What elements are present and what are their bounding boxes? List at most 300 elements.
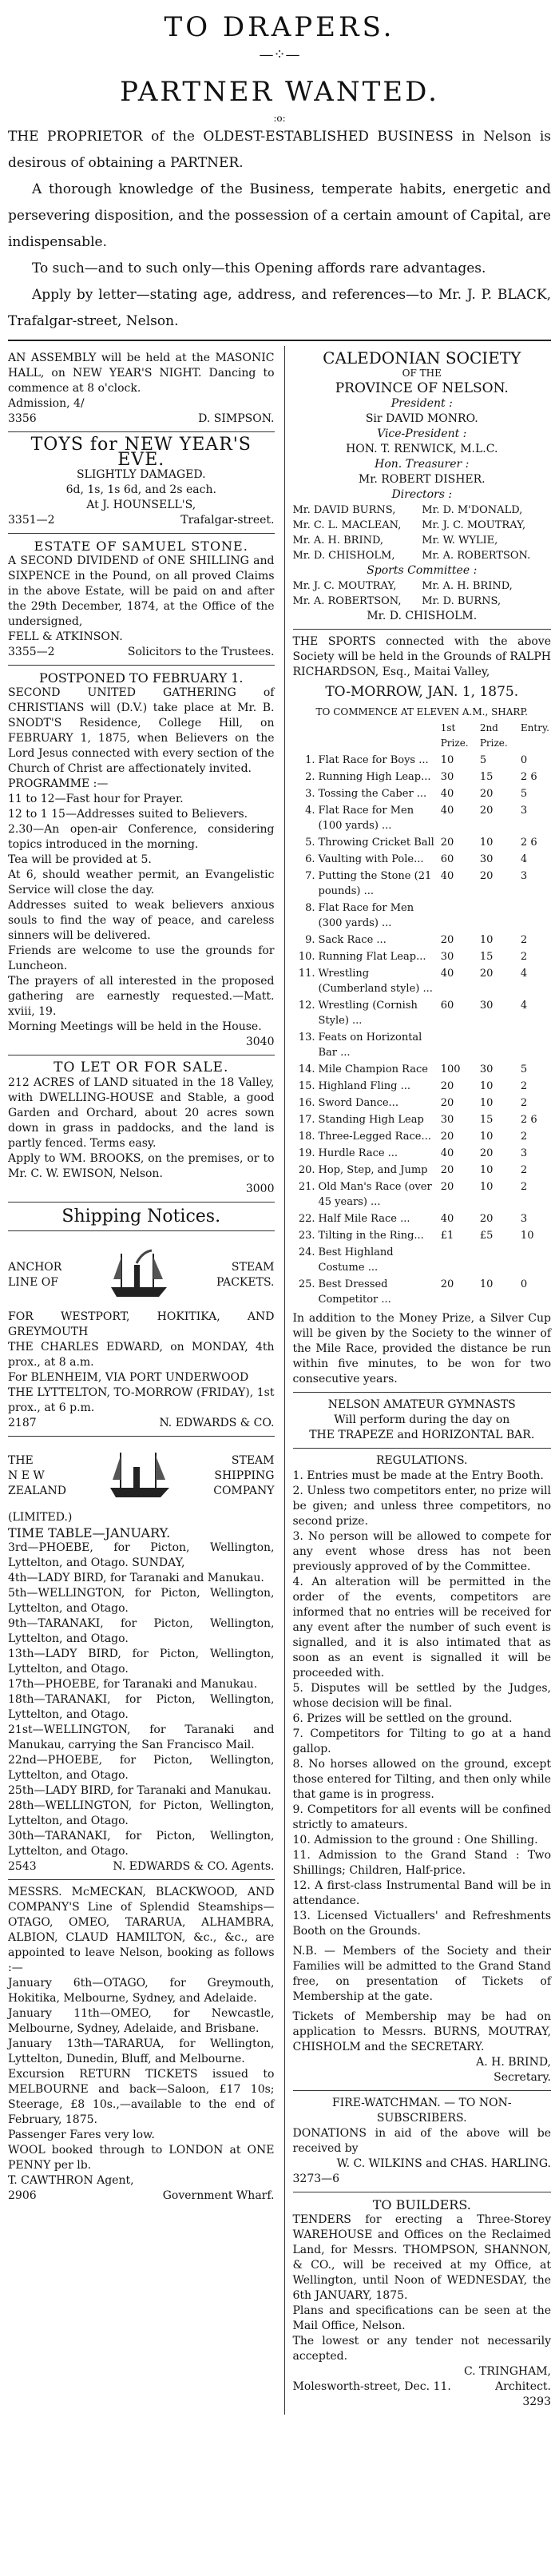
prize-value: 4 (520, 853, 528, 865)
programme-item: 12 to 1 15—Addresses suited to Believers. (8, 808, 248, 821)
prize-value: 10 (479, 1080, 494, 1092)
prize-value: 20 (440, 1080, 454, 1092)
ad-title: TO DRAPERS. (164, 11, 395, 43)
ad-text: 212 ACRES of LAND situated in the 18 Valley, with DWELLING-HOUSE and Stable, a good Garden and Orchard, about 20 acres sown down in grass in paddocks, and the land is partly fenced. Terms easy. (8, 1076, 275, 1150)
prize-value: 20 (479, 870, 494, 882)
event-name: Tossing the Caber ... (318, 788, 427, 800)
prize-value: 30 (440, 951, 454, 963)
ad-text: COMPANY (213, 1484, 275, 1497)
event-number: 19. (298, 1147, 315, 1159)
regulation-item: 13. Licensed Victuallers' and Refreshments Booth on the Grounds. (292, 1910, 551, 1938)
director: Mr. W. WYLIE, (422, 535, 498, 547)
prize-value: 2 6 (520, 1114, 537, 1126)
prize-value (478, 1029, 519, 1061)
event-number: 22. (298, 1213, 315, 1225)
table-row (293, 1111, 552, 1128)
prize-value: 20 (440, 1097, 454, 1109)
member: Mr. D. CHISHOLM. (367, 610, 478, 622)
prize-value: £5 (479, 1230, 494, 1242)
prize-value: 2 (520, 951, 528, 963)
event-name: Old Man's Race (over 45 years) ... (318, 1181, 432, 1208)
list-item: 5th—WELLINGTON, for Picton, Wellington, Lyttelton, and Otago. (8, 1587, 275, 1615)
director: Mr. DAVID BURNS, (292, 504, 396, 516)
ad-title: POSTPONED TO FEBRUARY 1. (39, 670, 244, 686)
ad-text: Architect. (495, 2380, 551, 2393)
list-item: 30th—TARANAKI, for Picton, Wellington, Lyttelton, and Otago. (8, 1830, 275, 1858)
prize-value: 2 (520, 1181, 528, 1193)
ship-header (8, 1448, 275, 1504)
event-name: Half Mile Race ... (318, 1213, 410, 1225)
prize-value: 2 (520, 1080, 528, 1092)
ad-text: In addition to the Money Prize, a Silver Cup will be given by the Society to the winner of the Mile Race, provided the distance be run within five minutes, to be won for two consecutive years. (292, 1312, 551, 1385)
prize-value: 40 (440, 870, 454, 882)
event-name: Wrestling (Cumberland style) ... (318, 968, 433, 995)
ad-text: OF THE (402, 368, 442, 379)
ad-text: THE SPORTS connected with the above Society will be held in the Grounds of RALPH RICHARDSON, Esq., Maitai Valley, (292, 635, 551, 678)
ad-text: SECOND UNITED GATHERING of CHRISTIANS will (D.V.) take place at Mr. B. SNODT'S Residence, College Hill, on FEBRUARY 1, 1875, when Believers on the Lord Jesus connected with every section of the Church of Christ are affectionately invited. (8, 686, 275, 775)
prize-value: 20 (440, 1278, 454, 1290)
divider (8, 1230, 275, 1231)
list-item: 28th—WELLINGTON, for Picton, Wellington, Lyttelton, and Otago. (8, 1799, 275, 1827)
ad-signature: N. EDWARDS & CO. (159, 1417, 275, 1429)
ad-text: FOR WESTPORT, HOKITIKA, AND GREYMOUTH (8, 1310, 275, 1338)
event-number: 13. (298, 1032, 315, 1044)
ad-number: 3293 (522, 2395, 551, 2408)
programme-item: The prayers of all interested in the proposed gathering are earnestly requested.—Matt. xviii, 19. (8, 975, 275, 1018)
regulation-item: 7. Competitors for Tilting to go at a hand gallop. (292, 1727, 551, 1755)
ad-text: For BLENHEIM, VIA PORT UNDERWOOD (8, 1371, 249, 1384)
prize-value (439, 900, 478, 932)
divider (293, 629, 552, 630)
builders-ad (293, 2192, 552, 2415)
regulation-item: 11. Admission to the Grand Stand : Two Shillings; Children, Half-price. (292, 1849, 551, 1877)
right-column (284, 346, 552, 2415)
ad-text: 6d, 1s, 1s 6d, and 2s each. (65, 483, 216, 496)
ad-text: Government Wharf. (162, 2189, 275, 2202)
prize-value: 20 (479, 788, 494, 800)
event-number: 7. (305, 870, 315, 882)
table-row (293, 834, 552, 851)
ad-signature: C. TRINGHAM, (463, 2365, 551, 2378)
director: Mr. D. M'DONALD, (422, 504, 523, 516)
prize-value: 10 (440, 754, 454, 766)
event-number: 14. (298, 1063, 315, 1075)
ad-title: TIME TABLE—JANUARY. (8, 1525, 171, 1540)
event-number: 25. (298, 1278, 315, 1290)
regulation-item: 1. Entries must be made at the Entry Booth. (292, 1469, 544, 1482)
event-number: 4. (305, 805, 315, 817)
list-item: 17th—PHOEBE, for Taranaki and Manukau. (8, 1678, 258, 1691)
ad-text: Secretary. (494, 2071, 551, 2084)
ad-title: PROVINCE OF NELSON. (335, 380, 509, 396)
ad-text: Solicitors to the Trustees. (127, 646, 275, 658)
ad-number: 3273—6 (292, 2173, 340, 2185)
event-name: Feats on Horizontal Bar ... (318, 1032, 422, 1059)
ad-text: HON. T. RENWICK, M.L.C. (346, 443, 498, 455)
prize-value: 30 (479, 1000, 494, 1012)
table-row (293, 1128, 552, 1145)
ad-text: TENDERS for erecting a Three-Storey WAREHOUSE and Offices on the Reclaimed Land, for Messrs. THOMPSON, SHANNON, & CO., will be received at my Office, at Wellington, until Noon of WEDNESDAY, the 6th JANUARY, 1875. (292, 2213, 551, 2302)
programme-item: Morning Meetings will be held in the House. (8, 1020, 262, 1033)
table-row (293, 1095, 552, 1111)
prize-value (439, 1029, 478, 1061)
ad-signature: FELL & ATKINSON. (8, 630, 123, 643)
event-date: TO-MORROW, JAN. 1, 1875. (325, 684, 519, 700)
list-item: January 6th—OTAGO, for Greymouth, Hokitika, Melbourne, Sydney, and Adelaide. (8, 1977, 275, 2005)
prize-value: 20 (479, 968, 494, 980)
event-name: Hurdle Race ... (318, 1147, 398, 1159)
director: Mr. C. L. MACLEAN, (292, 519, 402, 531)
prize-value: 20 (440, 1164, 454, 1176)
member: Mr. A. ROBERTSON, (292, 595, 402, 607)
event-number: 8. (305, 902, 315, 914)
ad-text: STEAM (231, 1261, 275, 1274)
newspaper-page (8, 11, 551, 2415)
event-name: Three-Legged Race... (318, 1131, 431, 1143)
fire-watchman-ad (293, 2091, 552, 2192)
event-number: 16. (298, 1097, 315, 1109)
ad-number: 3000 (245, 1183, 275, 1195)
event-name: Running High Leap... (318, 771, 431, 783)
prize-value: 2 (520, 1131, 528, 1143)
event-name: Hop, Step, and Jump (318, 1164, 428, 1176)
event-name: Wrestling (Cornish Style) ... (318, 1000, 418, 1027)
prize-value: 3 (520, 870, 528, 882)
prize-value: 3 (520, 1213, 528, 1225)
event-name: Putting the Stone (21 pounds) ... (318, 870, 432, 897)
table-row (293, 1276, 552, 1308)
anchor-line-ad (8, 1236, 275, 1437)
prize-value: 30 (440, 771, 454, 783)
prize-value: 10 (479, 1131, 494, 1143)
table-row (293, 752, 552, 769)
event-name: Tilting in the Ring... (318, 1230, 424, 1242)
programme-heading: PROGRAMME :— (8, 777, 109, 790)
paragraph: Apply by letter—stating age, address, and references—to Mr. J. P. BLACK, Trafalgar-street, Nelson. (8, 287, 551, 329)
ad-text: Directors : (391, 488, 453, 501)
table-row (293, 1179, 552, 1210)
table-row (293, 1162, 552, 1179)
prize-value: 5 (479, 754, 487, 766)
director: Mr. J. C. MOUTRAY, (422, 519, 526, 531)
table-row (293, 868, 552, 900)
programme-item: Friends are welcome to use the grounds for Luncheon. (8, 944, 275, 972)
prize-value: 60 (440, 1000, 454, 1012)
ad-text: AN ASSEMBLY will be held at the MASONIC HALL, on NEW YEAR'S NIGHT. Dancing to commence at 8 o'clock. (8, 352, 275, 395)
table-row (293, 1145, 552, 1162)
prize-value: 2 (520, 1097, 528, 1109)
prize-value (478, 1244, 519, 1276)
ad-title: ESTATE OF SAMUEL STONE. (34, 539, 248, 554)
ship-header (8, 1247, 275, 1303)
event-number: 10. (298, 951, 315, 963)
prize-value: 5 (520, 1063, 528, 1075)
prize-value: 20 (440, 934, 454, 946)
list-item: 25th—LADY BIRD, for Taranaki and Manukau. (8, 1784, 272, 1797)
ad-text: THE TRAPEZE and HORIZONTAL BAR. (309, 1429, 535, 1441)
prize-value: 2 6 (520, 837, 537, 849)
event-name: Best Highland Costume ... (318, 1246, 394, 1274)
regulations (293, 1449, 552, 2091)
event-number: 6. (305, 853, 315, 865)
ad-text: Mr. ROBERT DISHER. (358, 473, 486, 486)
table-row (293, 769, 552, 785)
ornament-divider: —⁘— (259, 46, 300, 63)
prize-value: 3 (520, 1147, 528, 1159)
event-name: Throwing Cricket Ball (318, 837, 434, 849)
event-number: 18. (298, 1131, 315, 1143)
event-number: 20. (298, 1164, 315, 1176)
director: Mr. D. CHISHOLM, (292, 550, 395, 562)
list-item: 21st—WELLINGTON, for Taranaki and Manukau, carrying the San Francisco Mail. (8, 1723, 275, 1751)
column-header: Entry. (520, 722, 549, 733)
event-number: 3. (305, 788, 315, 800)
ad-text: Hon. Treasurer : (375, 458, 470, 471)
regulation-item: 3. No person will be allowed to compete for any event whose dress has not been previously approved of by the Committee. (292, 1530, 551, 1573)
paragraph: To such—and to such only—this Opening affords rare advantages. (32, 260, 486, 276)
table-row (293, 802, 552, 834)
event-name: Running Flat Leap... (318, 951, 426, 963)
prize-value: 0 (520, 754, 528, 766)
regulation-item: 6. Prizes will be settled on the ground. (292, 1712, 513, 1725)
prize-value: 10 (479, 934, 494, 946)
events-body (293, 752, 552, 1308)
ad-text: STEAM (231, 1453, 275, 1467)
ad-text: DONATIONS in aid of the above will be received by (292, 2127, 551, 2155)
ad-text: Excursion RETURN TICKETS issued to MELBOURNE and back—Saloon, £17 10s; Steerage, £8 10s.,—available to the end of February, 1875. (8, 2068, 275, 2126)
event-number: 24. (298, 1246, 315, 1258)
estate-ad (8, 534, 275, 666)
column-header: 2nd Prize. (479, 722, 508, 749)
list-item: January 13th—TARARUA, for Wellington, Lyttelton, Dunedin, Bluff, and Melbourne. (8, 2037, 275, 2065)
event-name: Best Dressed Competitor ... (318, 1278, 391, 1306)
prize-value: 40 (440, 968, 454, 980)
list-item: 13th—LADY BIRD, for Picton, Wellington, Lyttelton, and Otago. (8, 1648, 275, 1676)
ad-number: 3355—2 (8, 646, 55, 658)
event-name: Mile Champion Race (318, 1063, 428, 1075)
drapers-ad (8, 11, 551, 124)
ad-title: NELSON AMATEUR GYMNASTS (327, 1398, 516, 1411)
table-row (293, 851, 552, 868)
member: Mr. J. C. MOUTRAY, (292, 580, 397, 592)
prize-value (519, 1029, 551, 1061)
prize-value: 4 (520, 968, 528, 980)
table-row (293, 785, 552, 802)
ad-text: TO COMMENCE AT ELEVEN A.M., SHARP. (315, 706, 528, 718)
regulation-item: 12. A first-class Instrumental Band will be in attendance. (292, 1879, 551, 1907)
event-name: Sack Race ... (318, 934, 387, 946)
prize-value: 40 (440, 1213, 454, 1225)
prize-value (439, 1244, 478, 1276)
ad-number: 3040 (245, 1036, 275, 1048)
prize-value (519, 1244, 551, 1276)
prize-value: 3 (520, 805, 528, 817)
ad-text: Vice-President : (377, 427, 467, 440)
mcmeckan-ad (8, 1880, 275, 2208)
ad-text: President : (391, 397, 453, 410)
table-row (293, 965, 552, 997)
prize-value: 30 (479, 853, 494, 865)
event-number: 15. (298, 1080, 315, 1092)
ad-text: A SECOND DIVIDEND of ONE SHILLING and SIXPENCE in the Pound, on all proved Claims in the above Estate, will be paid on and after the 29th December, 1874, at the Office of the undersigned, (8, 555, 275, 628)
prize-value: 10 (520, 1230, 534, 1242)
director: Mr. A. H. BRIND, (292, 535, 384, 547)
ad-title: TOYS for NEW YEAR'S EVE. (30, 435, 252, 470)
ad-text: MESSRS. McMECKAN, BLACKWOOD, AND COMPANY'S Line of Splendid Steamships—OTAGO, OMEO, TARARUA, ALHAMBRA, ALBION, CLAUD HAMILTON, &c., &c., are appointed to leave Nelson, booking as follows :— (8, 1886, 275, 1974)
event-number: 9. (305, 934, 315, 946)
prize-value (519, 900, 551, 932)
ad-signature: A. H. BRIND, (476, 2056, 551, 2069)
table-row (293, 932, 552, 948)
ad-text: N.B. — Members of the Society and their Families will be admitted to the Grand Stand free, on presentation of Tickets of Membership at the gate. (292, 1945, 551, 2003)
regulation-item: 8. No horses allowed on the ground, except those entered for Tilting, and then only while that game is in progress. (292, 1758, 551, 1801)
prize-value: 10 (479, 1164, 494, 1176)
event-name: Flat Race for Men (100 yards) ... (318, 805, 414, 832)
prize-value: 20 (440, 1181, 454, 1193)
event-name: Highland Fling ... (318, 1080, 410, 1092)
ad-text: SHIPPING (214, 1469, 275, 1482)
ad-signature: N. EDWARDS & CO. Agents. (113, 1860, 275, 1873)
list-item: 4th—LADY BIRD, for Taranaki and Manukau. (8, 1572, 264, 1584)
ad-text: THE LYTTELTON, TO-MORROW (FRIDAY), 1st prox., at 6 p.m. (8, 1386, 275, 1414)
prize-value: 10 (479, 1097, 494, 1109)
ad-title: REGULATIONS. (375, 1454, 468, 1467)
event-number: 1. (305, 754, 315, 766)
ad-text: Sir DAVID MONRO. (365, 412, 478, 425)
ad-text: Molesworth-street, Dec. 11. (292, 2380, 451, 2393)
ad-text: (LIMITED.) (8, 1511, 73, 1524)
prize-value: 2 (520, 1164, 528, 1176)
prize-value: 30 (440, 1114, 454, 1126)
prize-value: 40 (440, 1147, 454, 1159)
ad-title: TO LET OR FOR SALE. (54, 1059, 229, 1075)
prize-value: 30 (479, 1063, 494, 1075)
event-name: Sword Dance... (318, 1097, 398, 1109)
prize-value: 40 (440, 788, 454, 800)
prize-value: 10 (479, 1181, 494, 1193)
ad-text: N E W (8, 1469, 45, 1482)
committee-list (293, 578, 552, 609)
ad-signature: D. SIMPSON. (198, 412, 275, 425)
ad-text: The lowest or any tender not necessarily accepted. (292, 2335, 551, 2363)
ad-text: Tickets of Membership may be had on application to Messrs. BURNS, MOUTRAY, CHISHOLM and the SECRETARY. (292, 2010, 551, 2053)
prize-value: 15 (479, 951, 494, 963)
ad-text: ANCHOR (8, 1261, 62, 1274)
paragraph: A thorough knowledge of the Business, temperate habits, energetic and persevering disposition, and the possession of a certain amount of Capital, are indispensable. (8, 181, 551, 250)
list-item: 22nd—PHOEBE, for Picton, Wellington, Lyttelton, and Otago. (8, 1754, 275, 1782)
postponed-ad (8, 666, 275, 1055)
divider (8, 340, 551, 341)
table-row (293, 997, 552, 1029)
director: Mr. A. ROBERTSON. (422, 550, 531, 562)
ad-number: 3351—2 (8, 514, 55, 527)
column-header: 1st Prize. (440, 722, 469, 749)
prize-value: 2 (520, 934, 528, 946)
ad-title: FIRE-WATCHMAN. — TO NON-SUBSCRIBERS. (331, 2097, 512, 2125)
list-item: 3rd—PHOEBE, for Picton, Wellington, Lyttelton, and Otago. SUNDAY, (8, 1541, 275, 1569)
ad-text: Sports Committee : (367, 564, 478, 577)
ad-text: SLIGHTLY DAMAGED. (76, 468, 206, 481)
ad-text: Passenger Fares very low. (8, 2129, 155, 2141)
table-row (293, 948, 552, 965)
let-ad (8, 1055, 275, 1203)
member: Mr. D. BURNS, (422, 595, 502, 607)
ad-signature: T. CAWTHRON Agent, (8, 2174, 134, 2187)
prize-value: 10 (479, 837, 494, 849)
ad-text: Apply to WM. BROOKS, on the premises, or to Mr. C. W. EWISON, Nelson. (8, 1152, 275, 1180)
event-number: 21. (298, 1181, 315, 1193)
ad-signature: W. C. WILKINS and CHAS. HARLING. (336, 2157, 551, 2170)
ad-text: Trafalgar-street. (180, 514, 275, 527)
ad-text: LINE OF (8, 1276, 58, 1289)
prize-value: 60 (440, 853, 454, 865)
paragraph: THE PROPRIETOR of the OLDEST-ESTABLISHED BUSINESS in Nelson is desirous of obtaining a PARTNER. (8, 129, 551, 171)
event-number: 5. (305, 837, 315, 849)
ad-title: TO BUILDERS. (372, 2197, 471, 2212)
prize-value (478, 900, 519, 932)
ad-text: Will perform during the day on (334, 1413, 510, 1426)
steamship-icon (108, 1448, 172, 1504)
left-column (8, 346, 275, 2415)
event-name: Standing High Leap (318, 1114, 424, 1126)
event-name: Vaulting with Pole... (318, 853, 424, 865)
ad-number: 3356 (8, 412, 37, 425)
member: Mr. A. H. BRIND, (422, 580, 513, 592)
list-item: 9th—TARANAKI, for Picton, Wellington, Lyttelton, and Otago. (8, 1617, 275, 1645)
nz-shipping-ad (8, 1437, 275, 1880)
caledonian-ad (293, 346, 552, 1393)
prize-value: 20 (440, 1131, 454, 1143)
ad-number: 2906 (8, 2189, 37, 2202)
regulation-item: 4. An alteration will be permitted in the order of the events, competitors are informed that no entries will be received for any event after the number of such event is signalled, and it is also intimated that as soon as an event is signalled it will be proceeded with. (292, 1576, 551, 1680)
prize-value: 5 (520, 788, 528, 800)
prize-value: 20 (479, 1213, 494, 1225)
event-number: 17. (298, 1114, 315, 1126)
ad-text: At J. HOUNSELL'S, (86, 499, 196, 511)
event-number: 11. (298, 968, 315, 980)
event-name: Flat Race for Boys ... (318, 754, 429, 766)
ad-number: 2187 (8, 1417, 37, 1429)
table-row (293, 1061, 552, 1078)
event-number: 23. (298, 1230, 315, 1242)
list-item: January 11th—OMEO, for Newcastle, Melbourne, Sydney, Adelaide, and Brisbane. (8, 2007, 275, 2035)
regulation-item: 5. Disputes will be settled by the Judges, whose decision will be final. (292, 1682, 551, 1710)
ad-text: THE (8, 1453, 34, 1467)
prize-value: 15 (479, 771, 494, 783)
table-row (293, 1029, 552, 1061)
programme-item: Tea will be provided at 5. (8, 853, 152, 866)
toys-ad (8, 432, 275, 534)
prize-value: 0 (520, 1278, 528, 1290)
prize-value: 4 (520, 1000, 528, 1012)
prize-value: 40 (440, 805, 454, 817)
ornament-divider: :o: (273, 113, 286, 124)
regulation-item: 9. Competitors for all events will be confined strictly to amateurs. (292, 1803, 551, 1831)
ad-text: WOOL booked through to LONDON at ONE PENNY per lb. (8, 2144, 275, 2172)
table-row (293, 1210, 552, 1227)
programme-item: At 6, should weather permit, an Evangelistic Service will close the day. (8, 869, 275, 896)
gymnasts-ad (293, 1393, 552, 1449)
events-table (293, 720, 552, 1308)
prize-value: 20 (479, 805, 494, 817)
ad-text: PACKETS. (216, 1276, 275, 1289)
list-item: 18th—TARANAKI, for Picton, Wellington, Lyttelton, and Otago. (8, 1693, 275, 1721)
prize-value: 10 (479, 1278, 494, 1290)
prize-value: 20 (440, 837, 454, 849)
prize-value: 20 (479, 1147, 494, 1159)
prize-value: £1 (440, 1230, 454, 1242)
ad-text: Plans and specifications can be seen at the Mail Office, Nelson. (292, 2304, 551, 2332)
